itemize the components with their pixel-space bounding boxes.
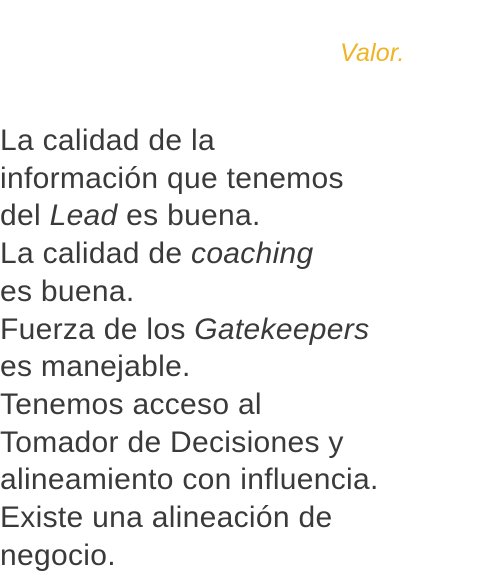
text-segment: información que tenemos xyxy=(0,161,344,195)
text-line xyxy=(0,160,490,198)
criteria-text-block xyxy=(0,122,490,574)
text-line xyxy=(0,461,490,499)
text-line xyxy=(0,122,490,160)
text-segment: es buena. xyxy=(0,274,135,308)
text-line xyxy=(0,386,490,424)
text-segment: del xyxy=(0,199,50,233)
text-segment: es manejable. xyxy=(0,350,191,384)
text-line xyxy=(0,424,490,462)
text-segment: Fuerza de los xyxy=(0,312,195,346)
text-segment: Existe una alineación de xyxy=(0,501,333,535)
emphasis-term-lead: Lead xyxy=(49,199,118,233)
section-heading: Valor. xyxy=(340,39,405,67)
text-segment: alineamiento con influencia. xyxy=(0,463,379,497)
text-line xyxy=(0,499,490,537)
text-line xyxy=(0,348,490,386)
text-line xyxy=(0,311,490,349)
text-segment: negocio. xyxy=(0,538,116,572)
text-segment: Tenemos acceso al xyxy=(0,387,262,421)
text-line xyxy=(0,273,490,311)
text-line xyxy=(0,537,490,575)
emphasis-term-coaching: coaching xyxy=(191,237,314,271)
text-segment: La calidad de xyxy=(0,237,192,271)
text-line xyxy=(0,197,490,235)
text-line xyxy=(0,235,490,273)
text-segment: La calidad de la xyxy=(0,124,215,157)
text-segment: Tomador de Decisiones y xyxy=(0,425,344,459)
emphasis-term-gatekeepers: Gatekeepers xyxy=(194,312,370,346)
text-segment: es buena. xyxy=(117,199,261,233)
